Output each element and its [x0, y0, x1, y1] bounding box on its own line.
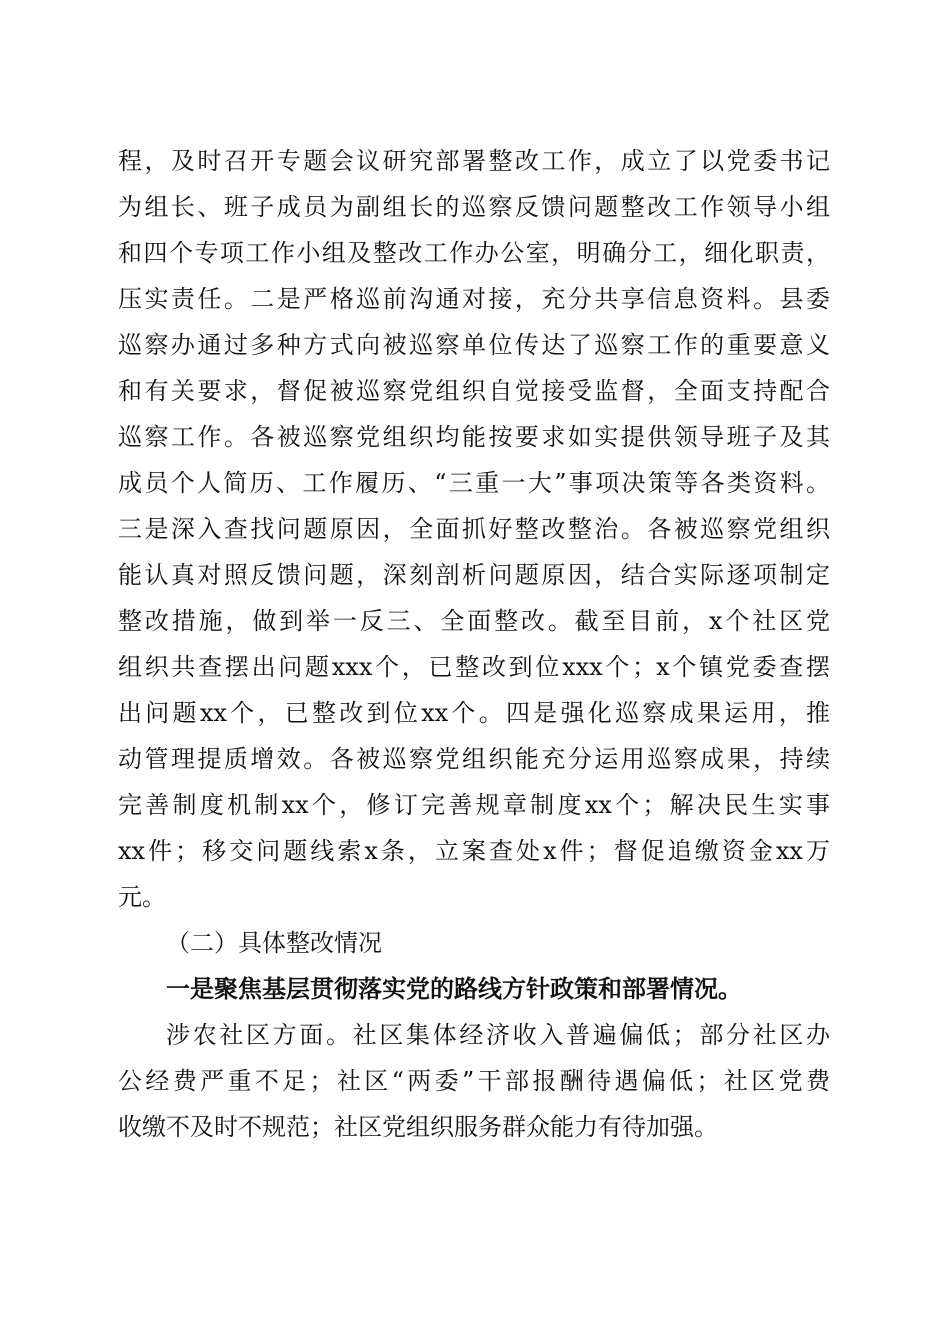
paragraph-line: 程，及时召开专题会议研究部署整改工作，成立了以党委书记 — [118, 147, 830, 175]
paragraph-line: 能认真对照反馈问题，深刻剖析问题原因，结合实际逐项制定 — [118, 561, 830, 589]
paragraph-line: 涉农社区方面。社区集体经济收入普遍偏低；部分社区办 — [166, 1021, 830, 1049]
paragraph-line: 巡察工作。各被巡察党组织均能按要求如实提供领导班子及其 — [118, 423, 830, 451]
paragraph-line: 整改措施，做到举一反三、全面整改。截至目前，x个社区党 — [118, 607, 830, 635]
paragraph-line: 和有关要求，督促被巡察党组织自觉接受监督，全面支持配合 — [118, 377, 830, 405]
paragraph-line: 为组长、班子成员为副组长的巡察反馈问题整改工作领导小组 — [118, 193, 830, 221]
paragraph-line: 动管理提质增效。各被巡察党组织能充分运用巡察成果，持续 — [118, 745, 830, 773]
paragraph-line: 完善制度机制xx个，修订完善规章制度xx个；解决民生实事 — [118, 791, 830, 819]
paragraph-line: 成员个人简历、工作履历、“三重一大”事项决策等各类资料。 — [118, 469, 830, 497]
paragraph-line: 公经费严重不足；社区“两委”干部报酬待遇偏低；社区党费 — [118, 1067, 830, 1095]
paragraph-line: 压实责任。二是严格巡前沟通对接，充分共享信息资料。县委 — [118, 285, 830, 313]
paragraph-line: 组织共查摆出问题xxx个，已整改到位xxx个；x个镇党委查摆 — [118, 653, 830, 681]
paragraph-line: 出问题xx个，已整改到位xx个。四是强化巡察成果运用，推 — [118, 699, 830, 727]
paragraph-line: 收缴不及时不规范；社区党组织服务群众能力有待加强。 — [118, 1113, 718, 1141]
paragraph-line: 三是深入查找问题原因，全面抓好整改整治。各被巡察党组织 — [118, 515, 830, 543]
paragraph-line: xx件；移交问题线索x条，立案查处x件；督促追缴资金xx万 — [118, 837, 830, 865]
paragraph-line: 元。 — [118, 883, 166, 911]
subheading: 一是聚焦基层贯彻落实党的路线方针政策和部署情况。 — [166, 974, 742, 1003]
paragraph-line: 和四个专项工作小组及整改工作办公室，明确分工，细化职责， — [118, 239, 830, 267]
section-heading: （二）具体整改情况 — [166, 929, 382, 957]
paragraph-line: 巡察办通过多种方式向被巡察单位传达了巡察工作的重要意义 — [118, 331, 830, 359]
